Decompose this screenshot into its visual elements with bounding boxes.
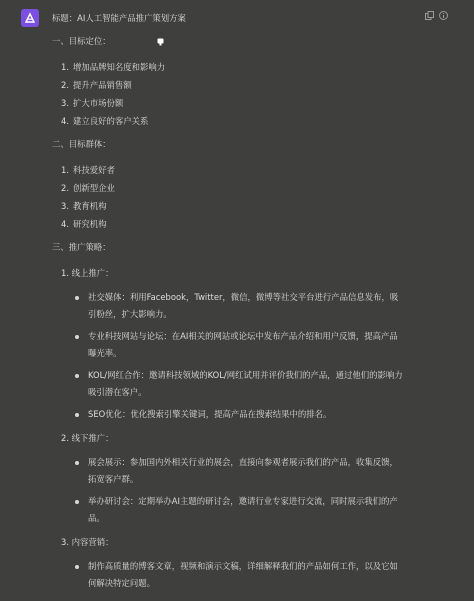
bullet-dot-icon bbox=[75, 413, 79, 417]
list-item-text: 研究机构 bbox=[73, 219, 107, 229]
list-item-number: 3. bbox=[61, 98, 69, 108]
strategy-section bbox=[52, 241, 422, 601]
message-content bbox=[52, 12, 422, 601]
subsection-heading: 2. 线下推广： bbox=[61, 433, 114, 443]
list-item-number: 1. bbox=[61, 62, 69, 72]
list-item bbox=[52, 218, 422, 236]
bullet-text: KOL/网红合作：邀请科技领域的KOL/网红试用并评价我们的产品，通过他们的影响力吸引潜在客户。 bbox=[88, 370, 403, 397]
subsection-heading: 1. 线上推广： bbox=[61, 268, 114, 278]
list-item-text: 扩大市场份额 bbox=[73, 98, 124, 108]
page-title: 标题：AI人工智能产品推广策划方案 bbox=[52, 13, 186, 23]
bullet-item bbox=[52, 367, 403, 401]
list-item-text: 提升产品销售额 bbox=[73, 80, 132, 90]
list-item bbox=[52, 97, 422, 115]
subsection-heading: 3. 内容营销： bbox=[61, 537, 114, 547]
list-item bbox=[52, 79, 422, 97]
list-item-number: 2. bbox=[61, 183, 69, 193]
list-item bbox=[52, 61, 422, 79]
bullet-item bbox=[52, 454, 403, 488]
message-actions bbox=[425, 11, 448, 20]
subsection-spacer bbox=[52, 597, 422, 601]
list-item-text: 教育机构 bbox=[73, 201, 107, 211]
list-item bbox=[52, 164, 422, 182]
list-item-text: 科技爱好者 bbox=[73, 165, 115, 175]
bullet-text: 制作高质量的博客文章，视频和演示文稿，详细解释我们的产品如何工作，以及它如何解决特定问题。 bbox=[88, 561, 398, 588]
list-item-number: 4. bbox=[61, 219, 69, 229]
bullet-text: 社交媒体：利用Facebook，Twitter，微信，微博等社交平台进行产品信息发布，吸引粉丝，扩大影响力。 bbox=[88, 292, 399, 319]
info-icon[interactable] bbox=[439, 11, 448, 20]
list-item bbox=[52, 182, 422, 200]
list-item-number: 3. bbox=[61, 201, 69, 211]
list-item-text: 创新型企业 bbox=[73, 183, 115, 193]
list-item bbox=[52, 115, 422, 133]
strategy-subsections bbox=[52, 267, 422, 601]
app-logo-icon bbox=[24, 12, 36, 24]
assistant-avatar bbox=[21, 9, 39, 27]
bullet-dot-icon bbox=[75, 500, 79, 504]
bullet-dot-icon bbox=[75, 335, 79, 339]
list-item-text: 建立良好的客户关系 bbox=[73, 116, 149, 126]
section-heading: 三、推广策略： bbox=[52, 242, 111, 252]
list-item-number: 2. bbox=[61, 80, 69, 90]
list-item-number: 1. bbox=[61, 165, 69, 175]
bullet-text: 展会展示：参加国内外相关行业的展会，直接向参观者展示我们的产品，收集反馈，拓宽客户群。 bbox=[88, 457, 398, 484]
bullet-dot-icon bbox=[75, 296, 79, 300]
bullet-item bbox=[52, 406, 403, 423]
bullet-dot-icon bbox=[75, 374, 79, 378]
list-item-text: 增加品牌知名度和影响力 bbox=[73, 62, 166, 72]
bullet-item bbox=[52, 289, 403, 323]
section-heading: 一、目标定位： bbox=[52, 36, 111, 46]
bullet-item bbox=[52, 558, 403, 592]
section-heading: 二、目标群体： bbox=[52, 139, 111, 149]
list-item-number: 4. bbox=[61, 116, 69, 126]
bullet-dot-icon bbox=[75, 461, 79, 465]
list-item bbox=[52, 200, 422, 218]
bullet-text: 举办研讨会：定期举办AI主题的研讨会，邀请行业专家进行交流，同时展示我们的产品。 bbox=[88, 496, 398, 523]
bullet-dot-icon bbox=[75, 565, 79, 569]
copy-icon[interactable] bbox=[425, 11, 434, 20]
bullet-text: 专业科技网站与论坛：在AI相关的网站或论坛中发布产品介绍和用户反馈，提高产品曝光率。 bbox=[88, 331, 398, 358]
bullet-item bbox=[52, 328, 403, 362]
section-list bbox=[52, 35, 422, 241]
bullet-text: SEO优化：优化搜索引擎关键词，提高产品在搜索结果中的排名。 bbox=[88, 409, 332, 419]
bullet-item bbox=[52, 493, 403, 527]
